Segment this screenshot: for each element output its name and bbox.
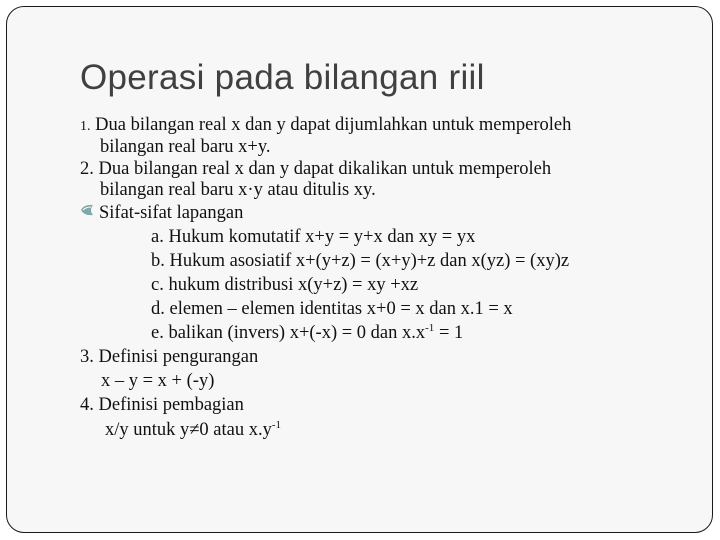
sifat-e — [151, 321, 464, 343]
item-3-formula: x – y = x + (-y) — [101, 371, 215, 391]
item-2-line-2: bilangan real baru x·y atau ditulis xy. — [100, 180, 376, 200]
sifat-heading: Sifat-sifat lapangan — [99, 203, 244, 223]
item-4-heading: 4. Definisi pembagian — [80, 395, 244, 415]
sifat-d: d. elemen – elemen identitas x+0 = x dan x.1 = x — [151, 299, 513, 319]
item-1-number: 1. — [80, 119, 91, 134]
item-3-heading: 3. Definisi pengurangan — [80, 347, 259, 367]
sifat-b: b. Hukum asosiatif x+(y+z) = (x+y)+z dan x(yz) = (xy)z — [151, 251, 570, 271]
item-4-formula — [105, 418, 282, 440]
bullet-icon — [80, 204, 94, 216]
item-1-text: Dua bilangan real x dan y dapat dijumlahkan untuk memperoleh — [95, 115, 572, 135]
sifat-a: a. Hukum komutatif x+y = y+x dan xy = yx — [151, 227, 476, 247]
sifat-e-text: e. balikan (invers) x+(-x) = 0 dan x.x — [151, 323, 426, 343]
item-2-line-1: 2. Dua bilangan real x dan y dapat dikalikan untuk memperoleh — [80, 159, 552, 179]
slide-title: Operasi pada bilangan riil — [80, 58, 485, 97]
item-4-formula-exponent: -1 — [271, 418, 282, 431]
sifat-e-result: = 1 — [434, 323, 464, 343]
item-1-line-1 — [80, 116, 571, 135]
sifat-e-exponent: -1 — [425, 321, 435, 334]
item-1-line-2: bilangan real baru x+y. — [100, 137, 271, 157]
sifat-c: c. hukum distribusi x(y+z) = xy +xz — [151, 275, 419, 295]
item-4-formula-text: x/y untuk y≠0 atau x.y — [105, 420, 272, 440]
